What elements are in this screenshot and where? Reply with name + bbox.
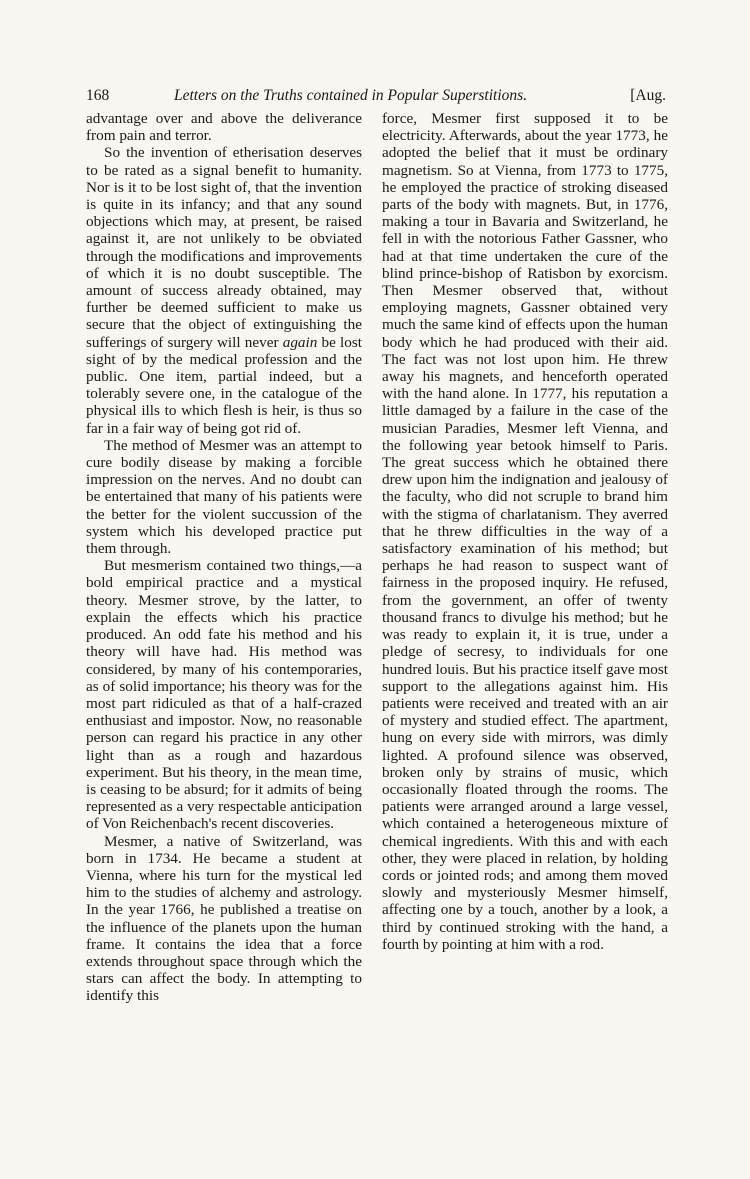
page-header [86,84,666,108]
paragraph-etherisation [86,144,362,436]
page-number: 168 [86,87,110,104]
date-mark: [Aug. [630,87,666,104]
paragraph-etherisation-end: be lost sight of by the medical profession and the public. One item, partial indeed, but a tolerably severe one, in the catalogue of the physical ills to which flesh is heir, is thus so far in a fair way of being got rid of. [86,333,363,437]
paragraph-mesmer-method: The method of Mesmer was an attempt to cure bodily disease by making a forcible impression on the nerves. And no doubt can be entertained that many of his patients were the better for the violent succussion of the system which his developed practice put them through. [86,436,362,558]
running-title: Letters on the Truths contained in Popular Superstitions. [174,87,528,104]
right-column [382,110,668,953]
paragraph-etherisation-text: So the invention of etherisation deserves to be rated as a signal benefit to humanity. Nor is it to be lost sight of, that the invention is quite in its infancy; and that any sound objections which may, at present, be raised against it, are not unlikely to be obviated through the modifications and improvements of which it is no doubt susceptible. The amount of success already obtained, may further be deemed sufficient to make us secure that the object of extinguishing the sufferings of surgery will never [86,144,362,351]
paragraph-mesmerism: But mesmerism contained two things,—a bold empirical practice and a mystical theory. Mesmer strove, by the latter, to explain the effects which his practice produced. An odd fate his method and his theory will have had. His method was considered, by many of his contemporaries, as of solid importance; his theory was for the most part ridiculed as that of a half-crazed enthusiast and impostor. Now, no reasonable person can regard his practice in any other light than as a rough and hazardous experiment. But his theory, in the mean time, is ceasing to be absurd; for it admits of being represented as a very respectable anticipation of Von Reichenbach's recent discoveries. [86,557,362,833]
paragraph-continuation: advantage over and above the deliverance from pain and terror. [86,110,362,145]
left-column [86,110,362,1005]
paragraph-mesmer-history: force, Mesmer first supposed it to be electricity. Afterwards, about the year 1773, he adopted the belief that it must be ordinary magnetism. So at Vienna, from 1773 to 1775, he employed the practice of stroking diseased parts of the body with magnets. But, in 1776, making a tour in Bavaria and Switzerland, he fell in with the notorious Father Gassner, who had at that time undertaken the cure of the blind prince-bishop of Ratisbon by exorcism. Then Mesmer observed that, without employing magnets, Gassner obtained very much the same kind of effects upon the human body which he had produced with their aid. The fact was not lost upon him. He threw away his magnets, and henceforth operated with the hand alone. In 1777, his reputation a little damaged by a failure in the case of the musician Paradies, Mesmer left Vienna, and the following year betook himself to Paris. The great success which he obtained there drew upon him the indignation and jealousy of the faculty, who did not scruple to brand him with the stigma of charlatanism. They averred that he threw difficulties in the way of a satisfactory examination of his method; but perhaps he had reason to suspect want of fairness in the proposed inquiry. He refused, from the government, an offer of twenty thousand francs to divulge his method; but he was ready to explain it, it is true, under a pledge of secresy, to individuals for one hundred louis. But his practice itself gave most support to the allegations against him. His patients were received and treated with an air of mystery and studied effect. The apartment, hung on every side with mirrors, was dimly lighted. A profound silence was observed, broken only by strains of music, which occasionally floated through the rooms. The patients were arranged around a large vessel, which contained a heterogeneous mixture of chemical ingredients. With this and with each other, they were placed in relation, by holding cords or jointed rods; and among them moved slowly and mysteriously Mesmer himself, affecting one by a touch, another by a look, a third by continued stroking with the hand, a fourth by pointing at him with a rod. [382,110,668,953]
emphasis-again: again [282,333,318,351]
paragraph-mesmer-biography: Mesmer, a native of Switzerland, was born in 1734. He became a student at Vienna, where his turn for the mystical led him to the studies of alchemy and astrology. In the year 1766, he published a treatise on the influence of the planets upon the human frame. It contains the idea that a force extends throughout space through which the stars can affect the body. In attempting to identify this [86,832,362,1005]
